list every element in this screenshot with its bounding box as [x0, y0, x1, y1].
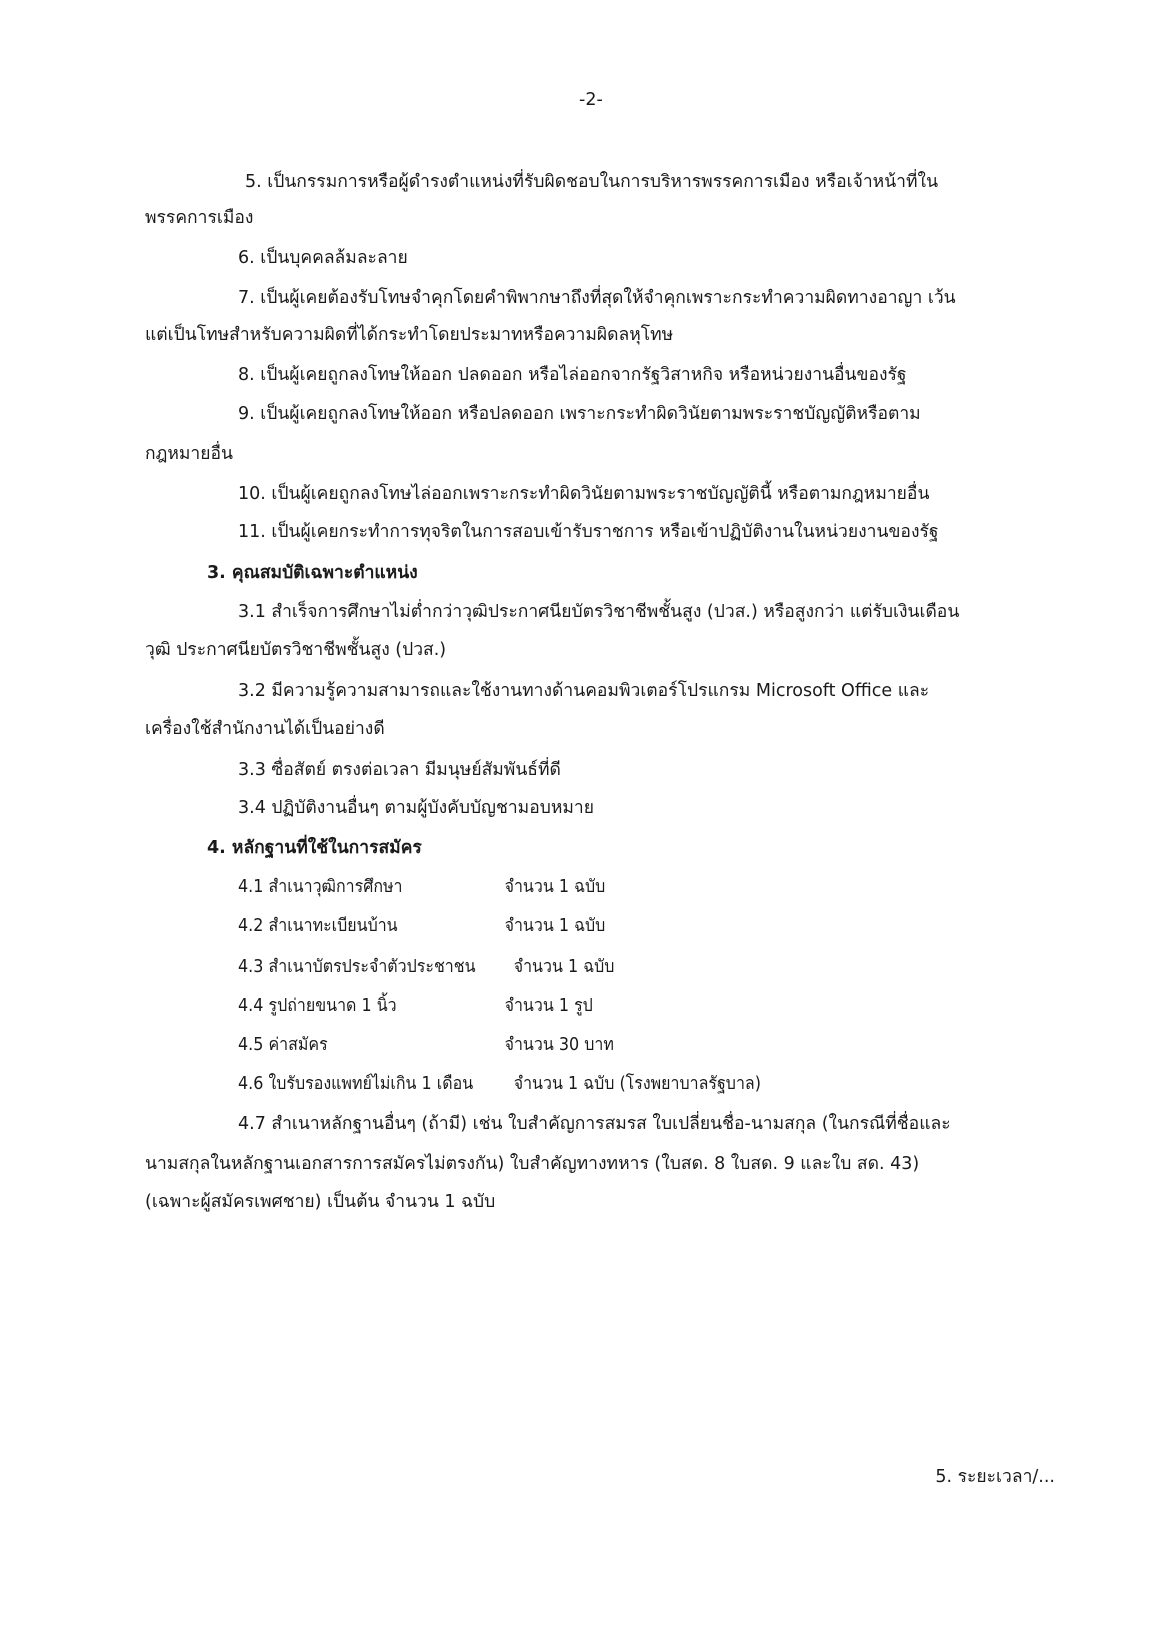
- item-9-line-2: กฎหมายอื่น: [145, 444, 233, 464]
- section-3-item-3: 3.3 ซื่อสัตย์ ตรงต่อเวลา มีมนุษย์สัมพันธ์ที่ดี: [238, 760, 561, 780]
- item-8: 8. เป็นผู้เคยถูกลงโทษให้ออก ปลดออก หรือไล่ออกจากรัฐวิสาหกิจ หรือหน่วยงานอื่นของรัฐ: [238, 365, 907, 385]
- item-5-line-2: พรรคการเมือง: [145, 208, 254, 228]
- item-5-line-1: 5. เป็นกรรมการหรือผู้ดำรงตำแหน่งที่รับผิดชอบในการบริหารพรรคการเมือง หรือเจ้าหน้าที่ใน: [245, 172, 939, 192]
- document-item-amount: จำนวน 1 ฉบับ: [504, 877, 606, 897]
- item-11: 11. เป็นผู้เคยกระทำการทุจริตในการสอบเข้ารับราชการ หรือเข้าปฏิบัติงานในหน่วยงานของรัฐ: [238, 522, 939, 542]
- document-item-amount: จำนวน 1 ฉบับ: [513, 957, 615, 977]
- document-item-amount: จำนวน 30 บาท: [504, 1035, 614, 1055]
- document-item: [238, 875, 1005, 899]
- document-item: [238, 994, 1005, 1018]
- continuation-footer: 5. ระยะเวลา/...: [935, 1467, 1055, 1487]
- item-6: 6. เป็นบุคคลล้มละลาย: [238, 248, 408, 268]
- document-item-amount: จำนวน 1 ฉบับ (โรงพยาบาลรัฐบาล): [513, 1074, 761, 1094]
- document-item-label: 4.4 รูปถ่ายขนาด 1 นิ้ว: [238, 996, 397, 1016]
- document-item: [238, 1072, 1005, 1096]
- item-7-line-2: แต่เป็นโทษสำหรับความผิดที่ได้กระทำโดยประมาทหรือความผิดลหุโทษ: [145, 325, 674, 345]
- document-item-label: 4.1 สำเนาวุฒิการศึกษา: [238, 877, 403, 897]
- page-number: -2-: [579, 90, 603, 110]
- section-3-item-2-line-2: เครื่องใช้สำนักงานได้เป็นอย่างดี: [145, 719, 385, 739]
- section-3-item-4: 3.4 ปฏิบัติงานอื่นๆ ตามผู้บังคับบัญชามอบหมาย: [238, 798, 594, 818]
- item-9-line-1: 9. เป็นผู้เคยถูกลงโทษให้ออก หรือปลดออก เพราะกระทำผิดวินัยตามพระราชบัญญัติหรือตาม: [238, 404, 921, 424]
- section-3-item-1-line-2: วุฒิ ประกาศนียบัตรวิชาชีพชั้นสูง (ปวส.): [145, 640, 447, 660]
- section-3-item-1-line-1: 3.1 สำเร็จการศึกษาไม่ต่ำกว่าวุฒิประกาศนียบัตรวิชาชีพชั้นสูง (ปวส.) หรือสูงกว่า แต่รับเงินเดือน: [238, 602, 960, 622]
- document-item-amount: จำนวน 1 รูป: [504, 996, 593, 1016]
- section-4-item-7-line-2: นามสกุลในหลักฐานเอกสารการสมัครไม่ตรงกัน) ใบสำคัญทางทหาร (ใบสด. 8 ใบสด. 9 และใบ สด. 43): [145, 1154, 920, 1174]
- document-item: [238, 1033, 1005, 1057]
- section-3-item-2-line-1: 3.2 มีความรู้ความสามารถและใช้งานทางด้านคอมพิวเตอร์โปรแกรม Microsoft Office และ: [238, 681, 930, 701]
- document-item-label: 4.2 สำเนาทะเบียนบ้าน: [238, 916, 398, 936]
- document-item-label: 4.5 ค่าสมัคร: [238, 1035, 328, 1055]
- document-item: [238, 914, 1005, 938]
- document-item-label: 4.6 ใบรับรองแพทย์ไม่เกิน 1 เดือน: [238, 1074, 474, 1094]
- section-4-item-7-line-3: (เฉพาะผู้สมัครเพศชาย) เป็นต้น จำนวน 1 ฉบับ: [145, 1192, 496, 1212]
- section-4-heading: 4. หลักฐานที่ใช้ในการสมัคร: [207, 838, 422, 858]
- item-10: 10. เป็นผู้เคยถูกลงโทษไล่ออกเพราะกระทำผิดวินัยตามพระราชบัญญัตินี้ หรือตามกฎหมายอื่น: [238, 484, 930, 504]
- section-4-item-7-line-1: 4.7 สำเนาหลักฐานอื่นๆ (ถ้ามี) เช่น ใบสำคัญการสมรส ใบเปลี่ยนชื่อ-นามสกุล (ในกรณีที่ชื่อและ: [238, 1114, 951, 1134]
- document-item-label: 4.3 สำเนาบัตรประจำตัวประชาชน: [238, 957, 476, 977]
- document-item: [238, 955, 1005, 979]
- document-item-amount: จำนวน 1 ฉบับ: [504, 916, 606, 936]
- item-7-line-1: 7. เป็นผู้เคยต้องรับโทษจำคุกโดยคำพิพากษาถึงที่สุดให้จำคุกเพราะกระทำความผิดทางอาญา เว้น: [238, 288, 956, 308]
- section-3-heading: 3. คุณสมบัติเฉพาะตำแหน่ง: [207, 563, 418, 583]
